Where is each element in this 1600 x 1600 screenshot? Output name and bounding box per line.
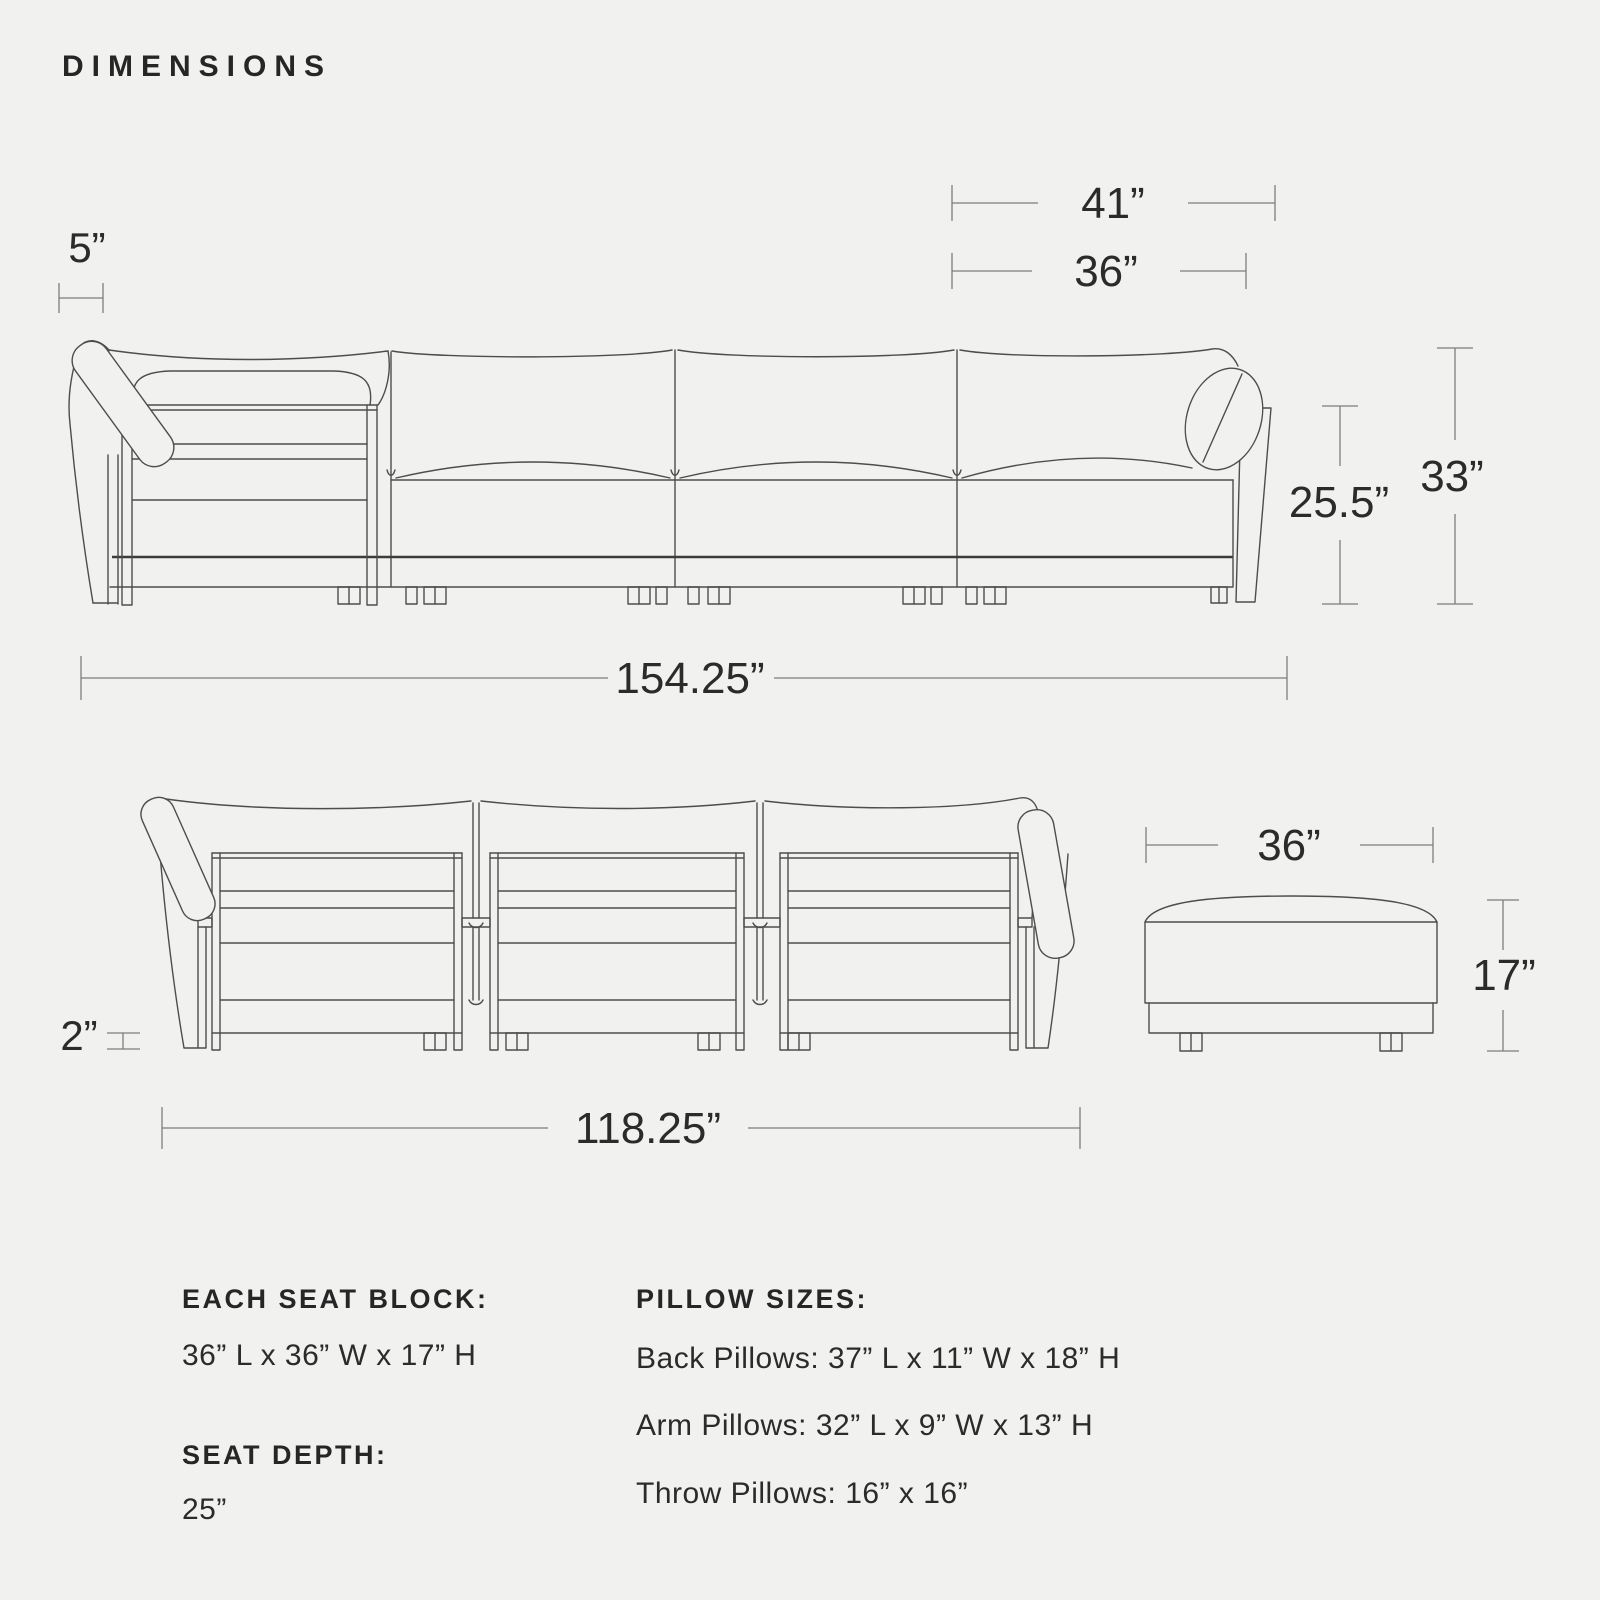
dim-label-arm-depth: 5” [68, 224, 106, 271]
dim-label-ottoman-height: 17” [1472, 951, 1536, 1000]
dim-back-overall-width [162, 1104, 1080, 1153]
pillow-sizes-heading: PILLOW SIZES: [636, 1284, 868, 1314]
back-left-arm-pillow [136, 792, 220, 926]
pillow-specs-column [636, 1285, 1120, 1511]
dim-label-leg-height: 2” [60, 1012, 98, 1059]
dim-overall-width [81, 654, 1287, 703]
dim-label-back-overall-width: 118.25” [575, 1104, 721, 1153]
back-legs [424, 1033, 810, 1050]
dim-label-overall-height: 33” [1420, 452, 1484, 501]
ottoman-legs [1180, 1033, 1402, 1051]
seat-depth-value: 25” [182, 1492, 227, 1526]
front-left-arm-pillow [65, 334, 181, 474]
dim-overall-height [1420, 348, 1484, 604]
dim-label-ottoman-width: 36” [1257, 821, 1321, 870]
seat-block-heading: EACH SEAT BLOCK: [182, 1284, 489, 1314]
back-pillows-spec: Back Pillows: 37” L x 11” W x 18” H [636, 1341, 1121, 1375]
dim-leg-height [60, 1012, 140, 1059]
back-frame-section-1 [212, 853, 462, 1050]
dim-ottoman-width [1146, 821, 1433, 870]
dim-label-overall-width: 154.25” [615, 654, 765, 703]
dim-label-seat-block-width: 36” [1074, 247, 1138, 296]
dim-label-end-section-width: 41” [1081, 179, 1145, 228]
seat-depth-heading: SEAT DEPTH: [182, 1440, 388, 1471]
dim-seat-back-height [1289, 406, 1389, 604]
front-legs [338, 587, 1227, 604]
dim-seat-block-width [952, 247, 1246, 296]
throw-pillows-spec: Throw Pillows: 16” x 16” [636, 1476, 969, 1510]
back-frame-section-3 [780, 853, 1018, 1050]
dim-label-seat-back-height: 25.5” [1288, 478, 1390, 527]
seat-specs-column [182, 1285, 489, 1527]
page-title: DIMENSIONS [62, 50, 333, 83]
dim-ottoman-height [1472, 900, 1536, 1051]
seat-block-value: 36” L x 36” W x 17” H [182, 1338, 477, 1372]
dim-arm-depth [59, 224, 106, 313]
arm-pillows-spec: Arm Pillows: 32” L x 9” W x 13” H [636, 1409, 1094, 1443]
front-view-dimensions [59, 179, 1484, 703]
back-frame-section-2 [490, 853, 744, 1050]
dim-end-section-width [952, 179, 1275, 228]
sofa-front-elevation [65, 334, 1275, 605]
back-right-arm-pillow [1015, 807, 1077, 961]
ottoman-view [1145, 821, 1536, 1051]
sofa-back-elevation [136, 792, 1077, 1050]
